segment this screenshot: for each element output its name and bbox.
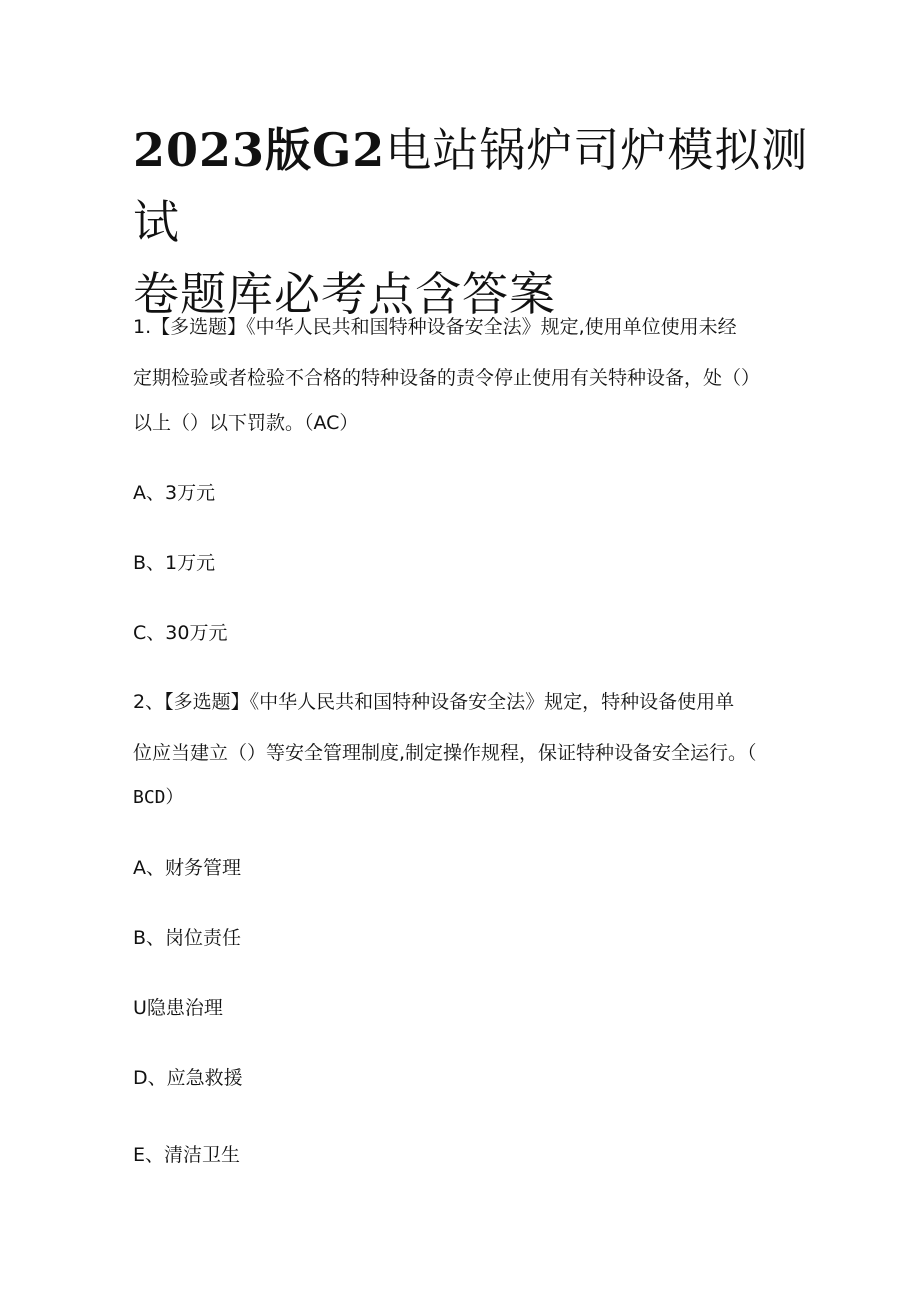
question-2-option-e: E、清洁卫生 xyxy=(133,1144,241,1166)
document-title xyxy=(133,114,813,330)
question-1-option-b: B、1万元 xyxy=(133,552,216,574)
title-second-line: 卷题库必考点含答案 xyxy=(133,267,556,321)
question-2-option-d: D、应急救援 xyxy=(133,1067,243,1089)
question-1-line-2: 定期检验或者检验不合格的特种设备的责令停止使用有关特种设备，处（） xyxy=(133,367,761,389)
question-2-option-c: U隐患治理 xyxy=(133,997,223,1019)
question-1-option-a: A、3万元 xyxy=(133,482,216,504)
title-bold-part: 2023版G2 xyxy=(133,123,386,177)
question-2-line-1: 2、【多选题】《中华人民共和国特种设备安全法》规定，特种设备使用单 xyxy=(133,691,735,713)
title-rest-part: 电站锅炉司炉模拟测试 xyxy=(133,123,809,249)
question-1-option-c: C、30万元 xyxy=(133,622,228,644)
question-2-line-3: BCD） xyxy=(133,787,184,808)
question-2-line-2: 位应当建立（）等安全管理制度,制定操作规程，保证特种设备安全运行。（ xyxy=(133,742,757,764)
question-1-line-1: 1.【多选题】《中华人民共和国特种设备安全法》规定,使用单位使用未经 xyxy=(133,316,737,338)
question-2-option-a: A、财务管理 xyxy=(133,857,241,879)
question-2-option-b: B、岗位责任 xyxy=(133,927,242,949)
question-1-line-3: 以上（）以下罚款。（AC） xyxy=(133,412,359,434)
